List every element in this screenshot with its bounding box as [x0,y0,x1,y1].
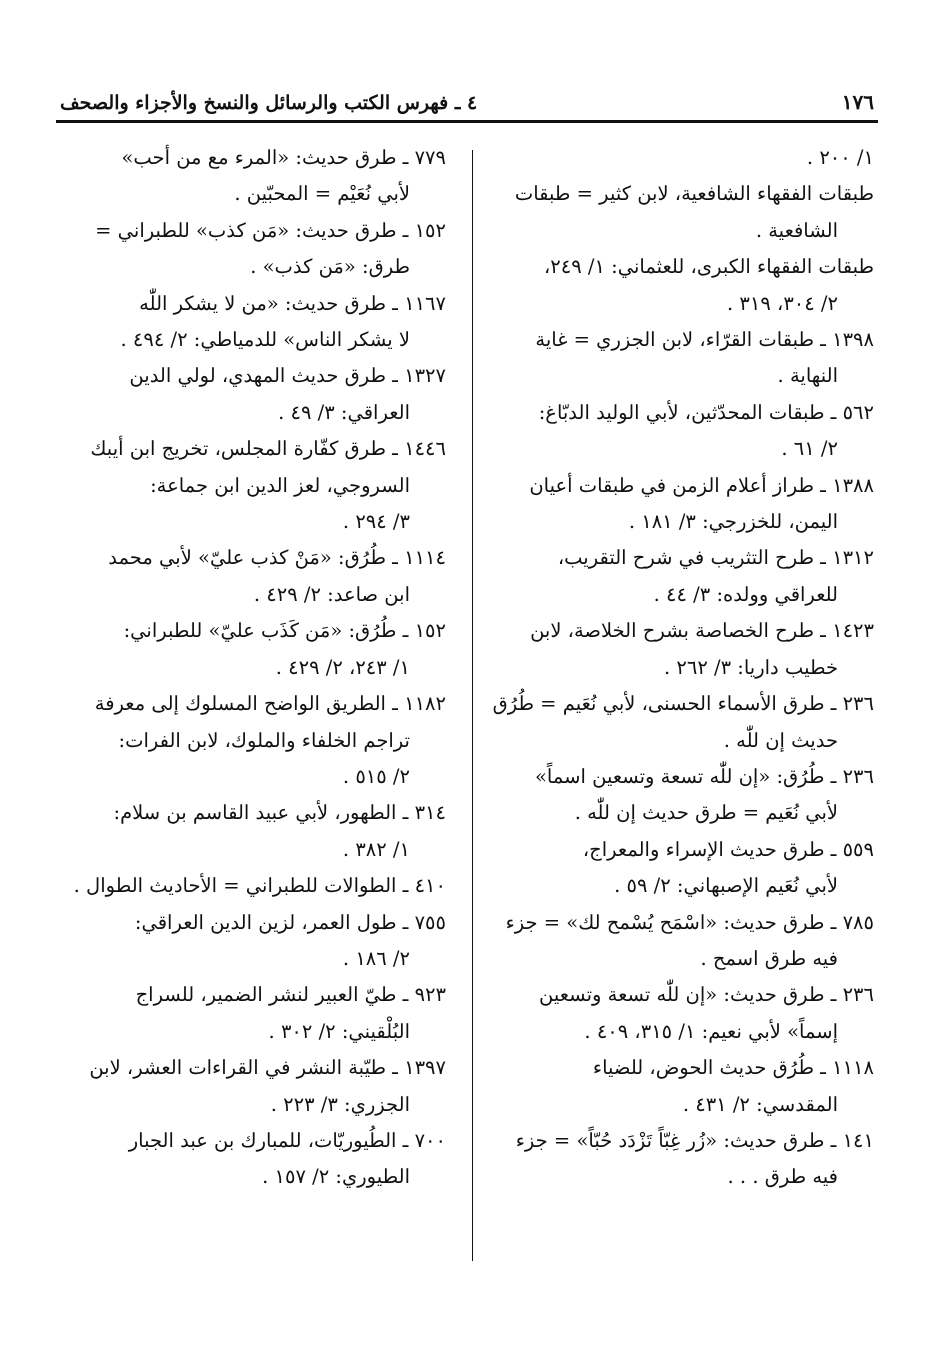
entry-continuation-line: العراقي: ٣/ ٤٩ . [278,400,410,424]
index-entry [66,1123,446,1196]
entry-continuation-line: النهاية . [777,364,838,388]
index-entry [494,540,874,613]
index-entry [494,176,874,249]
entry-line: طبقات الفقهاء الكبرى، للعثماني: ١/ ٢٤٩، [543,255,874,279]
header-rule [56,120,878,123]
entry-line: ١٣٩٧ ـ طيّبة النشر في القراءات العشر، لابن [89,1056,446,1080]
entry-line: ٧٠٠ ـ الطُيوريّات، للمبارك بن عبد الجبار [128,1128,446,1152]
index-entry [494,249,874,322]
index-entry [66,431,446,540]
entry-line: ٢٣٦ ـ طُرُق: «إن للّٰه تسعة وتسعين اسماً» [535,764,874,788]
entry-line: طبقات الفقهاء الشافعية، لابن كثير = طبقات [514,182,874,206]
index-entry [494,686,874,759]
entry-continuation-line: الطيوري: ٢/ ١٥٧ . [262,1165,410,1189]
left-column [66,140,446,1196]
entry-line: ١٤١ ـ طرق حديث: «زُر غِبّاً تَزْدَد حُبّاً» = جزء [515,1128,874,1152]
entry-line: ١٣٩٨ ـ طبقات القرّاء، لابن الجزري = غاية [535,328,874,352]
entry-continuation-line: ٢/ ٣٠٤، ٣١٩ . [726,291,838,315]
entry-line: ٥٥٩ ـ طرق حديث الإسراء والمعراج، [582,837,874,861]
index-entry [66,540,446,613]
entry-line: ١١١٤ ـ طُرُق: «مَنْ كذب عليّ» لأبي محمد [108,546,446,570]
index-entry [66,977,446,1050]
entry-continuation-line: خطيب داريا: ٣/ ٢٦٢ . [663,655,838,679]
index-entry [66,613,446,686]
entry-line: ٧٥٥ ـ طول العمر، لزين الدين العراقي: [134,910,446,934]
index-entry [494,977,874,1050]
index-entry [494,1123,874,1196]
index-entry [494,905,874,978]
entry-continuation-line: ١/ ٢٤٣، ٢/ ٤٢٩ . [275,655,410,679]
entry-line: ١٥٢ ـ طُرُق: «مَن كَذَب عليّ» للطبراني: [123,619,446,643]
index-entry [66,868,446,904]
entry-line: ٢٣٦ ـ طرق حديث: «إن للّٰه تسعة وتسعين [539,983,874,1007]
index-entry [494,395,874,468]
entry-line: ٧٨٥ ـ طرق حديث: «اسْمَح يُسْمح لك» = جزء [505,910,874,934]
right-column [494,140,874,1196]
entry-continuation-line: تراجم الخلفاء والملوك، لابن الفرات: [118,728,410,752]
index-entry [494,1050,874,1123]
entry-continuation-line: ٣/ ٢٩٤ . [342,510,410,534]
entry-continuation-line: الجزري: ٣/ ٢٢٣ . [270,1092,410,1116]
index-entry [494,468,874,541]
entry-line: ١٤٢٣ ـ طرح الخصاصة بشرح الخلاصة، لابن [530,619,874,643]
index-entry [494,613,874,686]
entry-line: ١٥٢ ـ طرق حديث: «مَن كذب» للطبراني = [95,218,446,242]
entry-line: ٩٢٣ ـ طيّ العبير لنشر الضمير، للسراج [135,983,446,1007]
entry-continuation-line: ٢/ ٦١ . [781,437,838,461]
index-entry [66,905,446,978]
entry-continuation-line: للعراقي وولده: ٣/ ٤٤ . [653,582,838,606]
entry-line: ٤١٠ ـ الطوالات للطبراني = الأحاديث الطوال . [73,874,446,898]
entry-line: ١٣٨٨ ـ طراز أعلام الزمن في طبقات أعيان [529,473,874,497]
entry-continuation-line: حديث إن للّٰه . [723,728,838,752]
entry-line: ١١١٨ ـ طُرُق حديث الحوض، للضياء [592,1056,874,1080]
entry-continuation-line: اليمن، للخزرجي: ٣/ ١٨١ . [628,510,838,534]
index-entry [66,795,446,868]
entry-continuation-line: لا يشكر الناس» للدمياطي: ٢/ ٤٩٤ . [120,328,410,352]
entry-line: ٣١٤ ـ الطهور، لأبي عبيد القاسم بن سلام: [113,801,446,825]
entry-continuation-line: السروجي، لعز الدين ابن جماعة: [150,473,410,497]
entry-line: ١٤٤٦ ـ طرق كفّارة المجلس، تخريج ابن أيبك [90,437,446,461]
entry-continuation-line: فيه طرق . . . [727,1165,838,1189]
index-entry [66,358,446,431]
page-header [60,80,874,114]
entry-line: ١١٨٢ ـ الطريق الواضح المسلوك إلى معرفة [94,692,446,716]
entry-line: ١١٦٧ ـ طرق حديث: «من لا يشكر اللّٰه [139,291,446,315]
entry-continuation-line: المقدسي: ٢/ ٤٣١ . [682,1092,838,1116]
index-entry [494,322,874,395]
entry-continuation-line: فيه طرق اسمح . [700,946,838,970]
page-number: ١٧٦ [841,90,874,114]
index-entry [66,686,446,795]
index-entry [494,759,874,832]
entry-line: ١٣٢٧ ـ طرق حديث المهدي، لولي الدين [129,364,446,388]
entry-continuation-line: ٢/ ١٨٦ . [342,946,410,970]
entry-continuation-line: ١/ ٣٨٢ . [342,837,410,861]
entry-continuation-line: ابن صاعد: ٢/ ٤٢٩ . [253,582,410,606]
entry-continuation-line: إسماً» لأبي نعيم: ١/ ٣١٥، ٤٠٩ . [584,1019,838,1043]
entry-line: ٢٣٦ ـ طرق الأسماء الحسنى، لأبي نُعَيم = طُرُق [492,692,874,716]
index-entry [494,832,874,905]
entry-continuation-line: ٢/ ٥١٥ . [342,764,410,788]
index-entry [66,213,446,286]
entry-continuation-line: طرق: «مَن كذب» . [250,255,410,279]
index-entry [66,286,446,359]
entry-continuation-line: لأبي نُعَيم الإصبهاني: ٢/ ٥٩ . [614,874,838,898]
entry-line: ١/ ٢٠٠ . [806,146,874,169]
entry-continuation-line: لأبي نُعَيم = طرق حديث إن للّٰه . [574,801,838,825]
entry-line: ١٣١٢ ـ طرح التثريب في شرح التقريب، [557,546,874,570]
running-title: ٤ ـ فهرس الكتب والرسائل والنسخ والأجزاء والصحف [60,92,478,114]
index-entry [494,140,874,176]
index-entry [66,140,446,213]
entry-continuation-line: البُلْقيني: ٢/ ٣٠٢ . [268,1019,410,1043]
column-divider [472,150,473,1261]
entry-line: ٥٦٢ ـ طبقات المحدّثين، لأبي الوليد الدبّاغ: [538,400,874,424]
index-entry [66,1050,446,1123]
entry-continuation-line: الشافعية . [755,218,838,242]
entry-line: ٧٧٩ ـ طرق حديث: «المرء مع من أحب» [121,146,446,169]
entry-continuation-line: لأبي نُعَيْم = المحبّين . [234,182,410,206]
